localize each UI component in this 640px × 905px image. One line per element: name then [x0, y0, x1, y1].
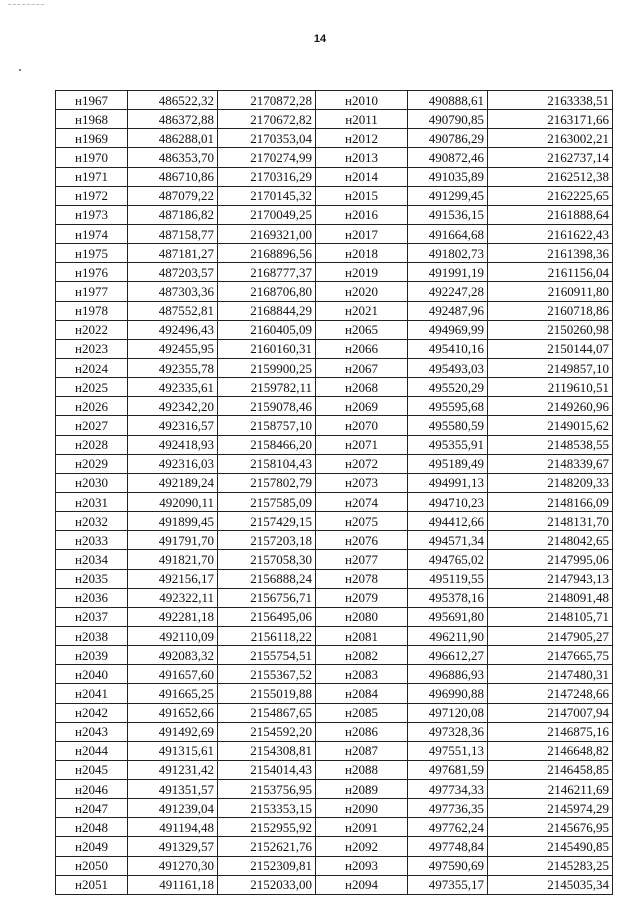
x-coord-right: 495378,16 — [408, 588, 488, 607]
point-id-right: н2065 — [316, 320, 408, 339]
point-id-right: н2077 — [316, 550, 408, 569]
point-id-right: н2076 — [316, 531, 408, 550]
point-id-left: н1970 — [56, 148, 128, 167]
y-coord-left: 2154014,43 — [218, 760, 316, 779]
point-id-left: н2045 — [56, 760, 128, 779]
x-coord-left: 487158,77 — [128, 224, 218, 243]
y-coord-left: 2155019,88 — [218, 684, 316, 703]
y-coord-right: 2148105,71 — [488, 607, 613, 626]
x-coord-right: 497681,59 — [408, 760, 488, 779]
point-id-right: н2074 — [316, 492, 408, 511]
y-coord-left: 2170872,28 — [218, 91, 316, 110]
y-coord-left: 2158757,10 — [218, 416, 316, 435]
table-row — [56, 148, 613, 167]
point-id-left: н2049 — [56, 837, 128, 856]
x-coord-right: 491536,15 — [408, 205, 488, 224]
y-coord-left: 2157058,30 — [218, 550, 316, 569]
y-coord-left: 2169321,00 — [218, 224, 316, 243]
y-coord-right: 2147665,75 — [488, 646, 613, 665]
point-id-right: н2089 — [316, 780, 408, 799]
x-coord-left: 491351,57 — [128, 780, 218, 799]
table-row — [56, 837, 613, 856]
x-coord-right: 497551,13 — [408, 741, 488, 760]
x-coord-right: 492487,96 — [408, 301, 488, 320]
y-coord-right: 2145490,85 — [488, 837, 613, 856]
point-id-left: н2022 — [56, 320, 128, 339]
point-id-left: н1971 — [56, 167, 128, 186]
point-id-left: н1972 — [56, 186, 128, 205]
y-coord-left: 2160405,09 — [218, 320, 316, 339]
point-id-left: н2051 — [56, 875, 128, 894]
point-id-left: н2042 — [56, 703, 128, 722]
y-coord-right: 2145035,34 — [488, 875, 613, 894]
x-coord-right: 491991,19 — [408, 263, 488, 282]
x-coord-right: 497590,69 — [408, 856, 488, 875]
point-id-right: н2093 — [316, 856, 408, 875]
y-coord-left: 2170049,25 — [218, 205, 316, 224]
point-id-right: н2011 — [316, 110, 408, 129]
y-coord-right: 2162737,14 — [488, 148, 613, 167]
point-id-right: н2069 — [316, 397, 408, 416]
y-coord-left: 2159782,11 — [218, 378, 316, 397]
x-coord-right: 494710,23 — [408, 492, 488, 511]
x-coord-right: 495493,03 — [408, 358, 488, 377]
x-coord-left: 491239,04 — [128, 799, 218, 818]
x-coord-left: 492455,95 — [128, 339, 218, 358]
y-coord-right: 2148091,48 — [488, 588, 613, 607]
point-id-right: н2080 — [316, 607, 408, 626]
x-coord-left: 492156,17 — [128, 569, 218, 588]
point-id-left: н2040 — [56, 665, 128, 684]
y-coord-left: 2155754,51 — [218, 646, 316, 665]
x-coord-right: 491664,68 — [408, 224, 488, 243]
x-coord-left: 486372,88 — [128, 110, 218, 129]
y-coord-left: 2170672,82 — [218, 110, 316, 129]
table-row — [56, 454, 613, 473]
x-coord-left: 491329,57 — [128, 837, 218, 856]
table-row — [56, 263, 613, 282]
y-coord-left: 2168706,80 — [218, 282, 316, 301]
x-coord-right: 494969,99 — [408, 320, 488, 339]
y-coord-left: 2158104,43 — [218, 454, 316, 473]
x-coord-left: 487203,57 — [128, 263, 218, 282]
point-id-right: н2016 — [316, 205, 408, 224]
point-id-left: н1978 — [56, 301, 128, 320]
x-coord-right: 496886,93 — [408, 665, 488, 684]
table-row — [56, 665, 613, 684]
table-row — [56, 320, 613, 339]
x-coord-right: 495691,80 — [408, 607, 488, 626]
x-coord-right: 495410,16 — [408, 339, 488, 358]
y-coord-right: 2161398,36 — [488, 244, 613, 263]
x-coord-left: 491194,48 — [128, 818, 218, 837]
table-row — [56, 129, 613, 148]
x-coord-left: 491492,69 — [128, 722, 218, 741]
x-coord-left: 492110,09 — [128, 626, 218, 645]
y-coord-right: 2162512,38 — [488, 167, 613, 186]
point-id-right: н2086 — [316, 722, 408, 741]
y-coord-right: 2145974,29 — [488, 799, 613, 818]
x-coord-left: 491665,25 — [128, 684, 218, 703]
y-coord-left: 2170274,99 — [218, 148, 316, 167]
y-coord-right: 2147007,94 — [488, 703, 613, 722]
x-coord-left: 491315,61 — [128, 741, 218, 760]
y-coord-left: 2158466,20 — [218, 435, 316, 454]
table-row — [56, 397, 613, 416]
y-coord-right: 2147480,31 — [488, 665, 613, 684]
point-id-left: н1976 — [56, 263, 128, 282]
point-id-right: н2088 — [316, 760, 408, 779]
y-coord-right: 2147248,66 — [488, 684, 613, 703]
table-row — [56, 875, 613, 894]
y-coord-left: 2152033,00 — [218, 875, 316, 894]
x-coord-right: 495595,68 — [408, 397, 488, 416]
point-id-left: н2041 — [56, 684, 128, 703]
table-row — [56, 550, 613, 569]
x-coord-left: 491791,70 — [128, 531, 218, 550]
table-row — [56, 224, 613, 243]
point-id-right: н2014 — [316, 167, 408, 186]
x-coord-right: 494991,13 — [408, 473, 488, 492]
table-row — [56, 473, 613, 492]
y-coord-left: 2157429,15 — [218, 512, 316, 531]
point-id-left: н2031 — [56, 492, 128, 511]
table-row — [56, 799, 613, 818]
point-id-right: н2084 — [316, 684, 408, 703]
x-coord-right: 495520,29 — [408, 378, 488, 397]
table-row — [56, 588, 613, 607]
table-row — [56, 569, 613, 588]
y-coord-right: 2161622,43 — [488, 224, 613, 243]
y-coord-left: 2153353,15 — [218, 799, 316, 818]
x-coord-left: 492355,78 — [128, 358, 218, 377]
y-coord-right: 2146648,82 — [488, 741, 613, 760]
x-coord-left: 492189,24 — [128, 473, 218, 492]
x-coord-right: 495119,55 — [408, 569, 488, 588]
point-id-right: н2013 — [316, 148, 408, 167]
x-coord-left: 486710,86 — [128, 167, 218, 186]
x-coord-right: 490786,29 — [408, 129, 488, 148]
point-id-left: н2030 — [56, 473, 128, 492]
y-coord-right: 2148209,33 — [488, 473, 613, 492]
table-row — [56, 626, 613, 645]
y-coord-left: 2170353,04 — [218, 129, 316, 148]
point-id-right: н2094 — [316, 875, 408, 894]
y-coord-right: 2163171,66 — [488, 110, 613, 129]
x-coord-right: 497748,84 — [408, 837, 488, 856]
point-id-right: н2010 — [316, 91, 408, 110]
point-id-right: н2085 — [316, 703, 408, 722]
y-coord-left: 2152621,76 — [218, 837, 316, 856]
point-id-right: н2079 — [316, 588, 408, 607]
table-row — [56, 741, 613, 760]
point-id-right: н2067 — [316, 358, 408, 377]
point-id-right: н2072 — [316, 454, 408, 473]
y-coord-right: 2119610,51 — [488, 378, 613, 397]
y-coord-left: 2157802,79 — [218, 473, 316, 492]
x-coord-left: 486353,70 — [128, 148, 218, 167]
point-id-left: н2026 — [56, 397, 128, 416]
table-row — [56, 607, 613, 626]
point-id-right: н2091 — [316, 818, 408, 837]
x-coord-right: 497120,08 — [408, 703, 488, 722]
point-id-left: н2043 — [56, 722, 128, 741]
x-coord-left: 487181,27 — [128, 244, 218, 263]
point-id-right: н2071 — [316, 435, 408, 454]
point-id-left: н1968 — [56, 110, 128, 129]
x-coord-left: 491821,70 — [128, 550, 218, 569]
y-coord-right: 2161156,04 — [488, 263, 613, 282]
point-id-right: н2019 — [316, 263, 408, 282]
x-coord-right: 495580,59 — [408, 416, 488, 435]
y-coord-left: 2154308,81 — [218, 741, 316, 760]
y-coord-right: 2149015,62 — [488, 416, 613, 435]
table-row — [56, 722, 613, 741]
table-row — [56, 186, 613, 205]
table-row — [56, 416, 613, 435]
table-row — [56, 531, 613, 550]
point-id-left: н2027 — [56, 416, 128, 435]
point-id-right: н2087 — [316, 741, 408, 760]
point-id-right: н2070 — [316, 416, 408, 435]
y-coord-left: 2168896,56 — [218, 244, 316, 263]
y-coord-left: 2157203,18 — [218, 531, 316, 550]
x-coord-right: 495355,91 — [408, 435, 488, 454]
y-coord-left: 2156118,22 — [218, 626, 316, 645]
y-coord-right: 2148538,55 — [488, 435, 613, 454]
y-coord-right: 2163338,51 — [488, 91, 613, 110]
table-row — [56, 358, 613, 377]
y-coord-left: 2155367,52 — [218, 665, 316, 684]
y-coord-right: 2146875,16 — [488, 722, 613, 741]
point-id-right: н2090 — [316, 799, 408, 818]
x-coord-right: 496612,27 — [408, 646, 488, 665]
x-coord-right: 496990,88 — [408, 684, 488, 703]
x-coord-left: 492090,11 — [128, 492, 218, 511]
table-row — [56, 110, 613, 129]
x-coord-right: 491802,73 — [408, 244, 488, 263]
y-coord-left: 2153756,95 — [218, 780, 316, 799]
table-row — [56, 167, 613, 186]
x-coord-left: 491231,42 — [128, 760, 218, 779]
y-coord-right: 2146458,85 — [488, 760, 613, 779]
point-id-left: н2039 — [56, 646, 128, 665]
table-row — [56, 492, 613, 511]
table-row — [56, 646, 613, 665]
point-id-left: н2029 — [56, 454, 128, 473]
point-id-left: н2024 — [56, 358, 128, 377]
x-coord-left: 492342,20 — [128, 397, 218, 416]
scan-dot — [19, 69, 21, 71]
x-coord-right: 495189,49 — [408, 454, 488, 473]
y-coord-left: 2168777,37 — [218, 263, 316, 282]
table-row — [56, 301, 613, 320]
x-coord-left: 491657,60 — [128, 665, 218, 684]
x-coord-right: 490790,85 — [408, 110, 488, 129]
y-coord-right: 2150144,07 — [488, 339, 613, 358]
x-coord-left: 492322,11 — [128, 588, 218, 607]
point-id-left: н2044 — [56, 741, 128, 760]
x-coord-right: 497736,35 — [408, 799, 488, 818]
y-coord-left: 2154867,65 — [218, 703, 316, 722]
x-coord-right: 496211,90 — [408, 626, 488, 645]
point-id-left: н1975 — [56, 244, 128, 263]
point-id-left: н2034 — [56, 550, 128, 569]
x-coord-right: 490888,61 — [408, 91, 488, 110]
point-id-right: н2082 — [316, 646, 408, 665]
y-coord-right: 2160911,80 — [488, 282, 613, 301]
point-id-right: н2081 — [316, 626, 408, 645]
coordinates-table — [55, 90, 613, 895]
point-id-left: н2048 — [56, 818, 128, 837]
point-id-left: н2025 — [56, 378, 128, 397]
x-coord-right: 497328,36 — [408, 722, 488, 741]
point-id-right: н2017 — [316, 224, 408, 243]
table-row — [56, 856, 613, 875]
point-id-left: н2047 — [56, 799, 128, 818]
y-coord-right: 2162225,65 — [488, 186, 613, 205]
table-row — [56, 703, 613, 722]
y-coord-left: 2154592,20 — [218, 722, 316, 741]
y-coord-right: 2147943,13 — [488, 569, 613, 588]
x-coord-left: 492496,43 — [128, 320, 218, 339]
point-id-right: н2073 — [316, 473, 408, 492]
y-coord-right: 2149857,10 — [488, 358, 613, 377]
y-coord-left: 2170145,32 — [218, 186, 316, 205]
x-coord-left: 487303,36 — [128, 282, 218, 301]
y-coord-right: 2147905,27 — [488, 626, 613, 645]
point-id-left: н2032 — [56, 512, 128, 531]
x-coord-right: 491035,89 — [408, 167, 488, 186]
table-row — [56, 684, 613, 703]
x-coord-right: 490872,46 — [408, 148, 488, 167]
table-body — [56, 91, 613, 895]
y-coord-right: 2146211,69 — [488, 780, 613, 799]
point-id-right: н2020 — [316, 282, 408, 301]
y-coord-left: 2152955,92 — [218, 818, 316, 837]
point-id-left: н2046 — [56, 780, 128, 799]
table-row — [56, 282, 613, 301]
x-coord-left: 491161,18 — [128, 875, 218, 894]
x-coord-left: 487079,22 — [128, 186, 218, 205]
x-coord-left: 492316,03 — [128, 454, 218, 473]
point-id-left: н1969 — [56, 129, 128, 148]
y-coord-right: 2150260,98 — [488, 320, 613, 339]
y-coord-left: 2156888,24 — [218, 569, 316, 588]
x-coord-right: 494571,34 — [408, 531, 488, 550]
y-coord-right: 2149260,96 — [488, 397, 613, 416]
x-coord-left: 492316,57 — [128, 416, 218, 435]
point-id-right: н2015 — [316, 186, 408, 205]
y-coord-right: 2147995,06 — [488, 550, 613, 569]
point-id-right: н2083 — [316, 665, 408, 684]
x-coord-left: 491899,45 — [128, 512, 218, 531]
point-id-left: н1974 — [56, 224, 128, 243]
x-coord-left: 492335,61 — [128, 378, 218, 397]
table-row — [56, 760, 613, 779]
y-coord-right: 2145283,25 — [488, 856, 613, 875]
x-coord-left: 487186,82 — [128, 205, 218, 224]
point-id-right: н2021 — [316, 301, 408, 320]
point-id-left: н2038 — [56, 626, 128, 645]
x-coord-right: 497762,24 — [408, 818, 488, 837]
point-id-right: н2068 — [316, 378, 408, 397]
x-coord-left: 486522,32 — [128, 91, 218, 110]
point-id-left: н2035 — [56, 569, 128, 588]
y-coord-right: 2148339,67 — [488, 454, 613, 473]
x-coord-left: 486288,01 — [128, 129, 218, 148]
table-row — [56, 244, 613, 263]
x-coord-left: 487552,81 — [128, 301, 218, 320]
y-coord-left: 2152309,81 — [218, 856, 316, 875]
y-coord-left: 2156756,71 — [218, 588, 316, 607]
y-coord-left: 2159900,25 — [218, 358, 316, 377]
x-coord-right: 494412,66 — [408, 512, 488, 531]
point-id-left: н2028 — [56, 435, 128, 454]
point-id-right: н2078 — [316, 569, 408, 588]
table-row — [56, 91, 613, 110]
y-coord-left: 2170316,29 — [218, 167, 316, 186]
y-coord-right: 2163002,21 — [488, 129, 613, 148]
y-coord-right: 2160718,86 — [488, 301, 613, 320]
table-row — [56, 205, 613, 224]
y-coord-right: 2145676,95 — [488, 818, 613, 837]
x-coord-right: 497734,33 — [408, 780, 488, 799]
table-row — [56, 512, 613, 531]
point-id-right: н2018 — [316, 244, 408, 263]
scan-mark — [8, 4, 44, 6]
point-id-left: н2036 — [56, 588, 128, 607]
y-coord-right: 2161888,64 — [488, 205, 613, 224]
y-coord-right: 2148166,09 — [488, 492, 613, 511]
x-coord-left: 491270,30 — [128, 856, 218, 875]
y-coord-left: 2168844,29 — [218, 301, 316, 320]
x-coord-right: 492247,28 — [408, 282, 488, 301]
point-id-right: н2012 — [316, 129, 408, 148]
table-row — [56, 818, 613, 837]
y-coord-left: 2156495,06 — [218, 607, 316, 626]
point-id-left: н2033 — [56, 531, 128, 550]
table-row — [56, 435, 613, 454]
table-row — [56, 378, 613, 397]
point-id-left: н2037 — [56, 607, 128, 626]
point-id-left: н2050 — [56, 856, 128, 875]
x-coord-left: 491652,66 — [128, 703, 218, 722]
point-id-left: н1977 — [56, 282, 128, 301]
x-coord-left: 492281,18 — [128, 607, 218, 626]
y-coord-right: 2148042,65 — [488, 531, 613, 550]
y-coord-left: 2160160,31 — [218, 339, 316, 358]
x-coord-right: 491299,45 — [408, 186, 488, 205]
point-id-right: н2092 — [316, 837, 408, 856]
point-id-right: н2075 — [316, 512, 408, 531]
point-id-left: н1967 — [56, 91, 128, 110]
point-id-left: н2023 — [56, 339, 128, 358]
table-row — [56, 339, 613, 358]
point-id-right: н2066 — [316, 339, 408, 358]
y-coord-left: 2157585,09 — [218, 492, 316, 511]
y-coord-right: 2148131,70 — [488, 512, 613, 531]
y-coord-left: 2159078,46 — [218, 397, 316, 416]
point-id-left: н1973 — [56, 205, 128, 224]
x-coord-left: 492418,93 — [128, 435, 218, 454]
x-coord-left: 492083,32 — [128, 646, 218, 665]
x-coord-right: 494765,02 — [408, 550, 488, 569]
x-coord-right: 497355,17 — [408, 875, 488, 894]
page-number: 14 — [313, 33, 327, 45]
table-row — [56, 780, 613, 799]
